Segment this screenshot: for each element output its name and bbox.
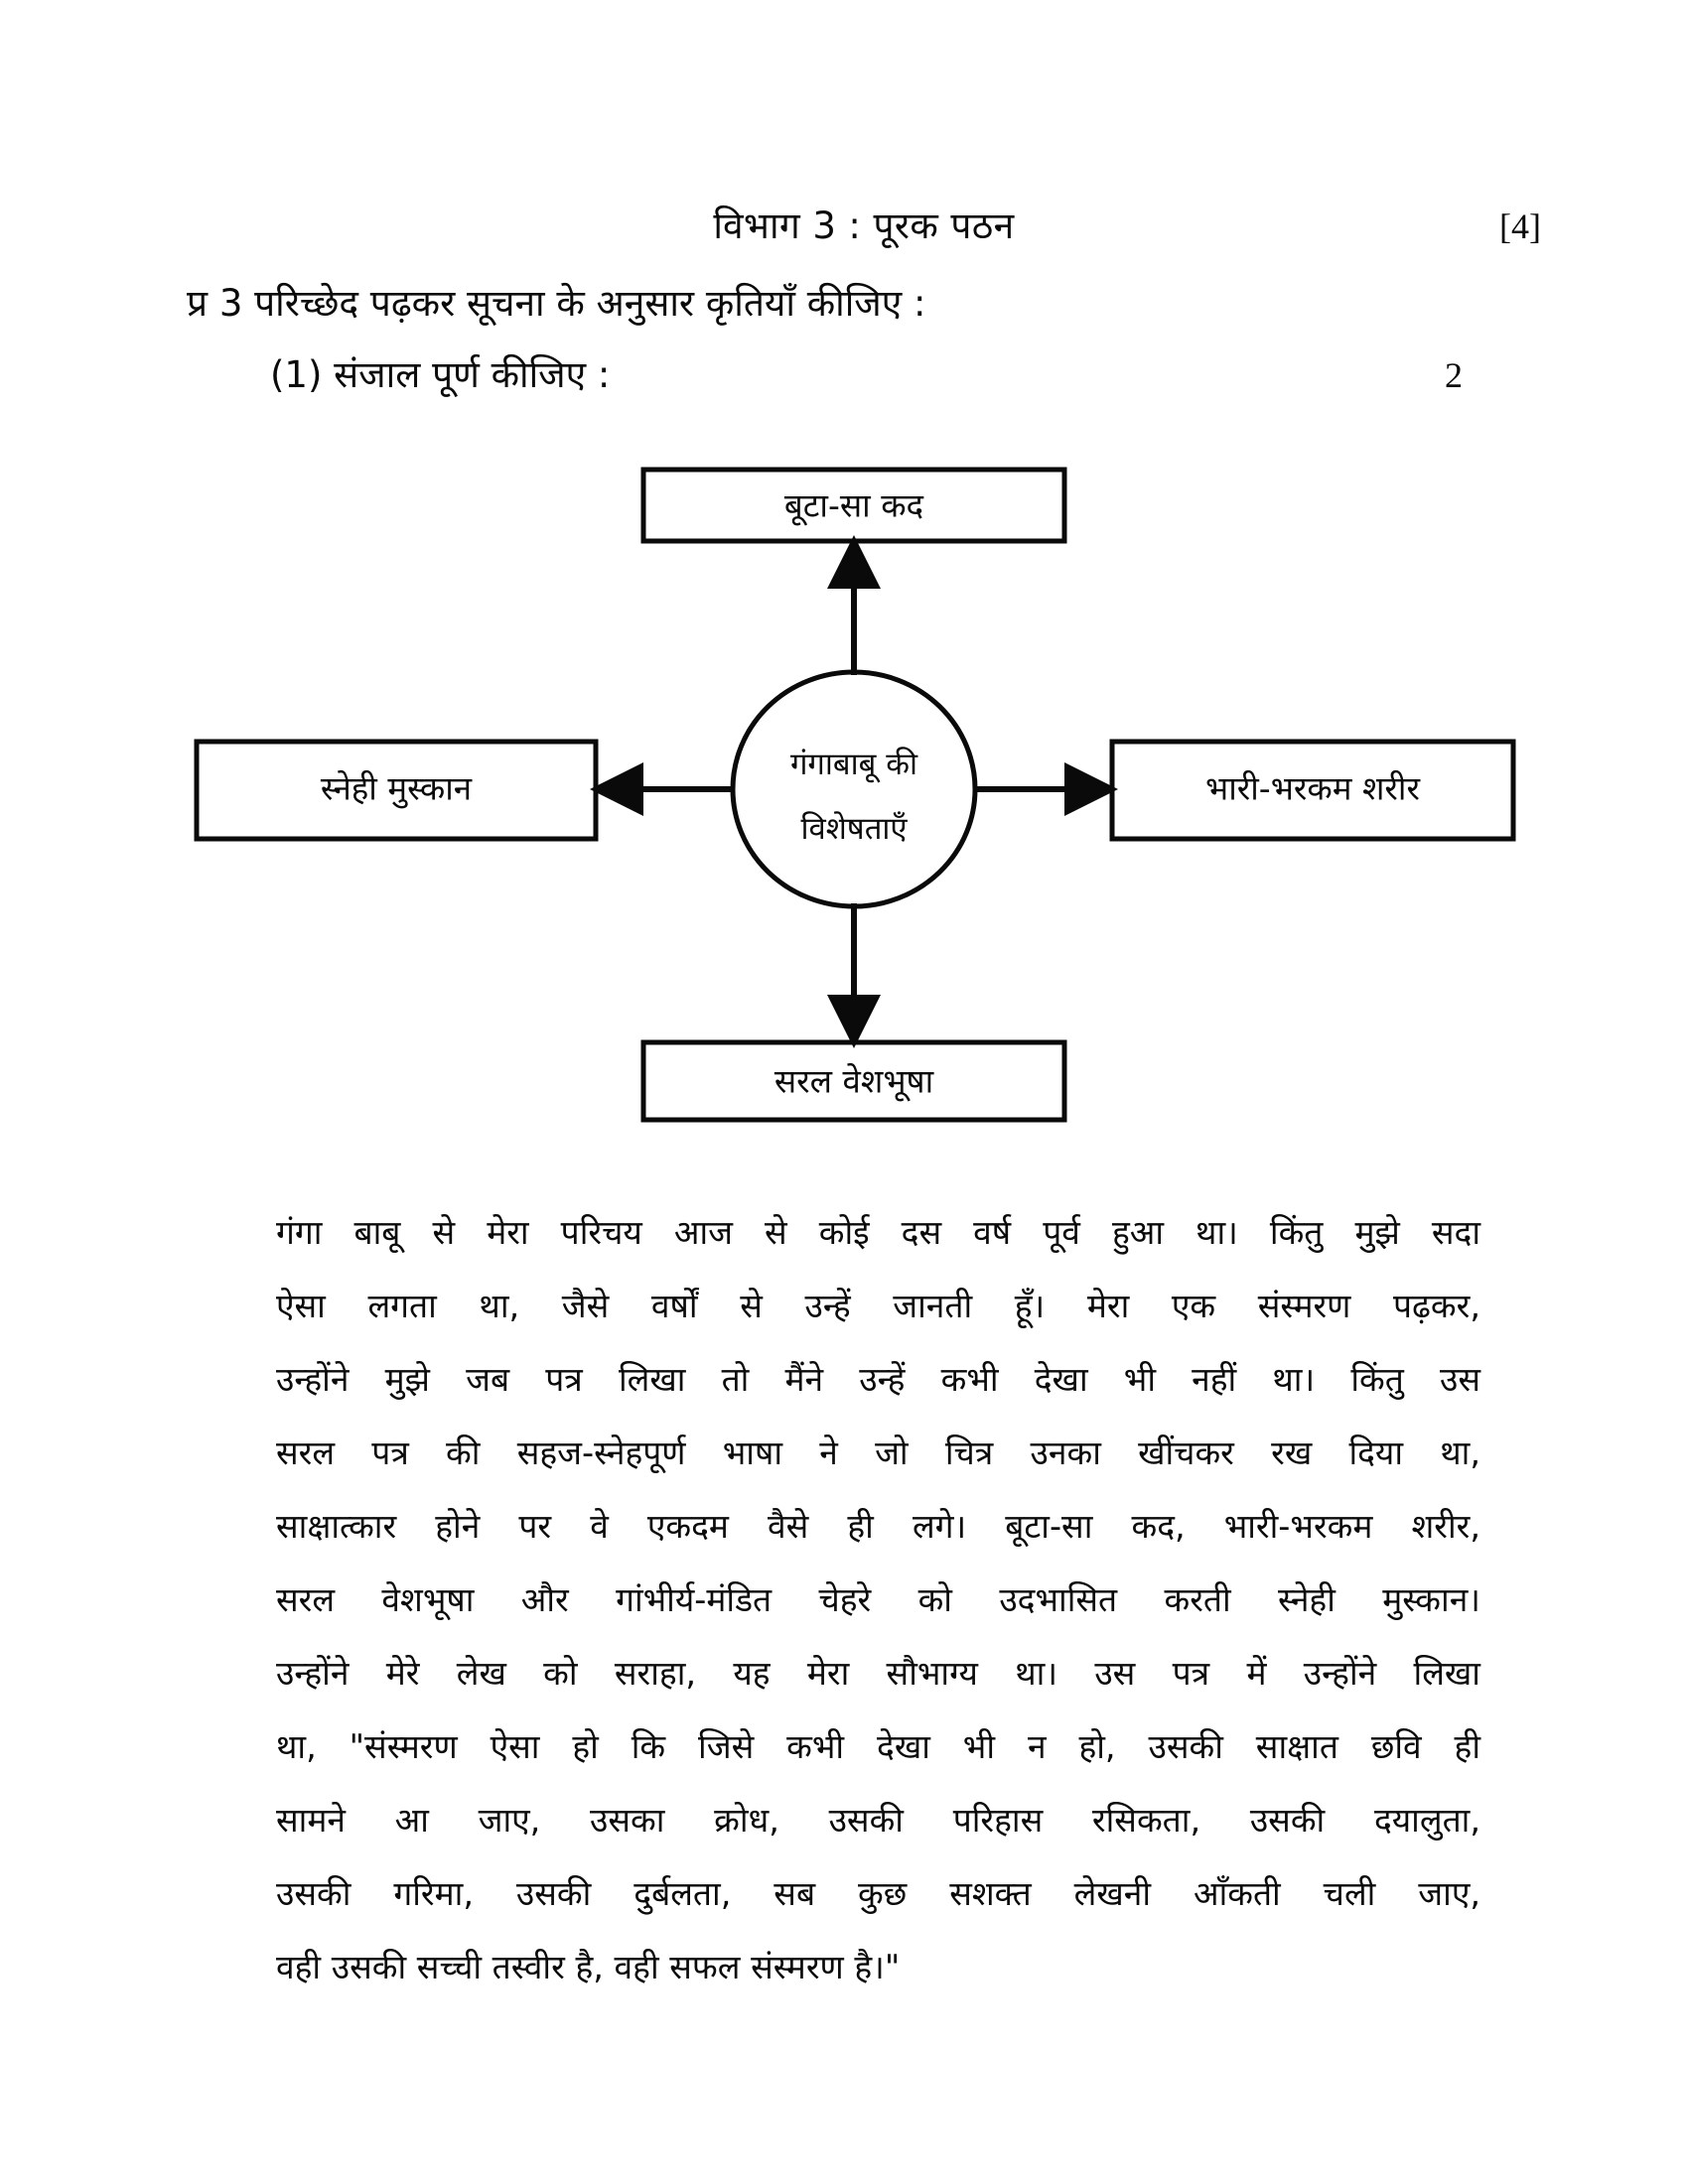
passage-line: गंगा बाबू से मेरा परिचय आज से कोई दस वर्ष पूर्व हुआ था। किंतु मुझे सदा — [276, 1213, 1480, 1252]
passage-line: उसकी गरिमा, उसकी दुर्बलता, सब कुछ सशक्त लेखनी आँकती चली जाए, — [276, 1874, 1480, 1913]
node-label-right: भारी-भरकम शरीर — [1205, 768, 1420, 808]
node-label-left: स्नेही मुस्कान — [320, 768, 473, 808]
passage-line: वही उसकी सच्ची तस्वीर है, वही सफल संस्मरण है।" — [276, 1948, 901, 1986]
center-label-line2: विशेषताएँ — [800, 811, 908, 847]
passage-line: था, "संस्मरण ऐसा हो कि जिसे कभी देखा भी न हो, उसकी साक्षात छवि ही — [276, 1727, 1480, 1766]
question-sub-marks: 2 — [1445, 355, 1463, 395]
concept-map-diagram — [179, 452, 1529, 1127]
node-label-bottom: सरल वेशभूषा — [774, 1061, 934, 1101]
question-sub-text: (1) संजाल पूर्ण कीजिए : — [270, 353, 611, 396]
passage-line: सामने आ जाए, उसका क्रोध, उसकी परिहास रसिकता, उसकी दयालुता, — [276, 1801, 1480, 1840]
passage-line: उन्होंने मेरे लेख को सराहा, यह मेरा सौभाग्य था। उस पत्र में उन्होंने लिखा — [276, 1654, 1480, 1693]
node-label-top: बूटा-सा कद — [783, 485, 924, 525]
passage-line: उन्होंने मुझे जब पत्र लिखा तो मैंने उन्हें कभी देखा भी नहीं था। किंतु उस — [276, 1360, 1480, 1399]
center-label-line1: गंगाबाबू की — [789, 747, 918, 782]
passage-line: सरल पत्र की सहज-स्नेहपूर्ण भाषा ने जो चित्र उनका खींचकर रख दिया था, — [276, 1433, 1480, 1472]
section-header — [0, 202, 1688, 261]
center-ellipse — [733, 672, 975, 906]
passage-line: सरल वेशभूषा और गांभीर्य-मंडित चेहरे को उदभासित करती स्नेही मुस्कान। — [276, 1580, 1480, 1619]
section-title: विभाग 3 : पूरक पठन — [713, 205, 1015, 247]
passage-line: साक्षात्कार होने पर वे एकदम वैसे ही लगे। बूटा-सा कद, भारी-भरकम शरीर, — [276, 1507, 1480, 1546]
passage-text — [276, 1196, 1480, 2004]
question-main-text: प्र 3 परिच्छेद पढ़कर सूचना के अनुसार कृतियाँ कीजिए : — [187, 282, 926, 325]
passage-line: ऐसा लगता था, जैसे वर्षों से उन्हें जानती हूँ। मेरा एक संस्मरण पढ़कर, — [276, 1287, 1480, 1325]
section-marks: [4] — [1499, 206, 1541, 246]
